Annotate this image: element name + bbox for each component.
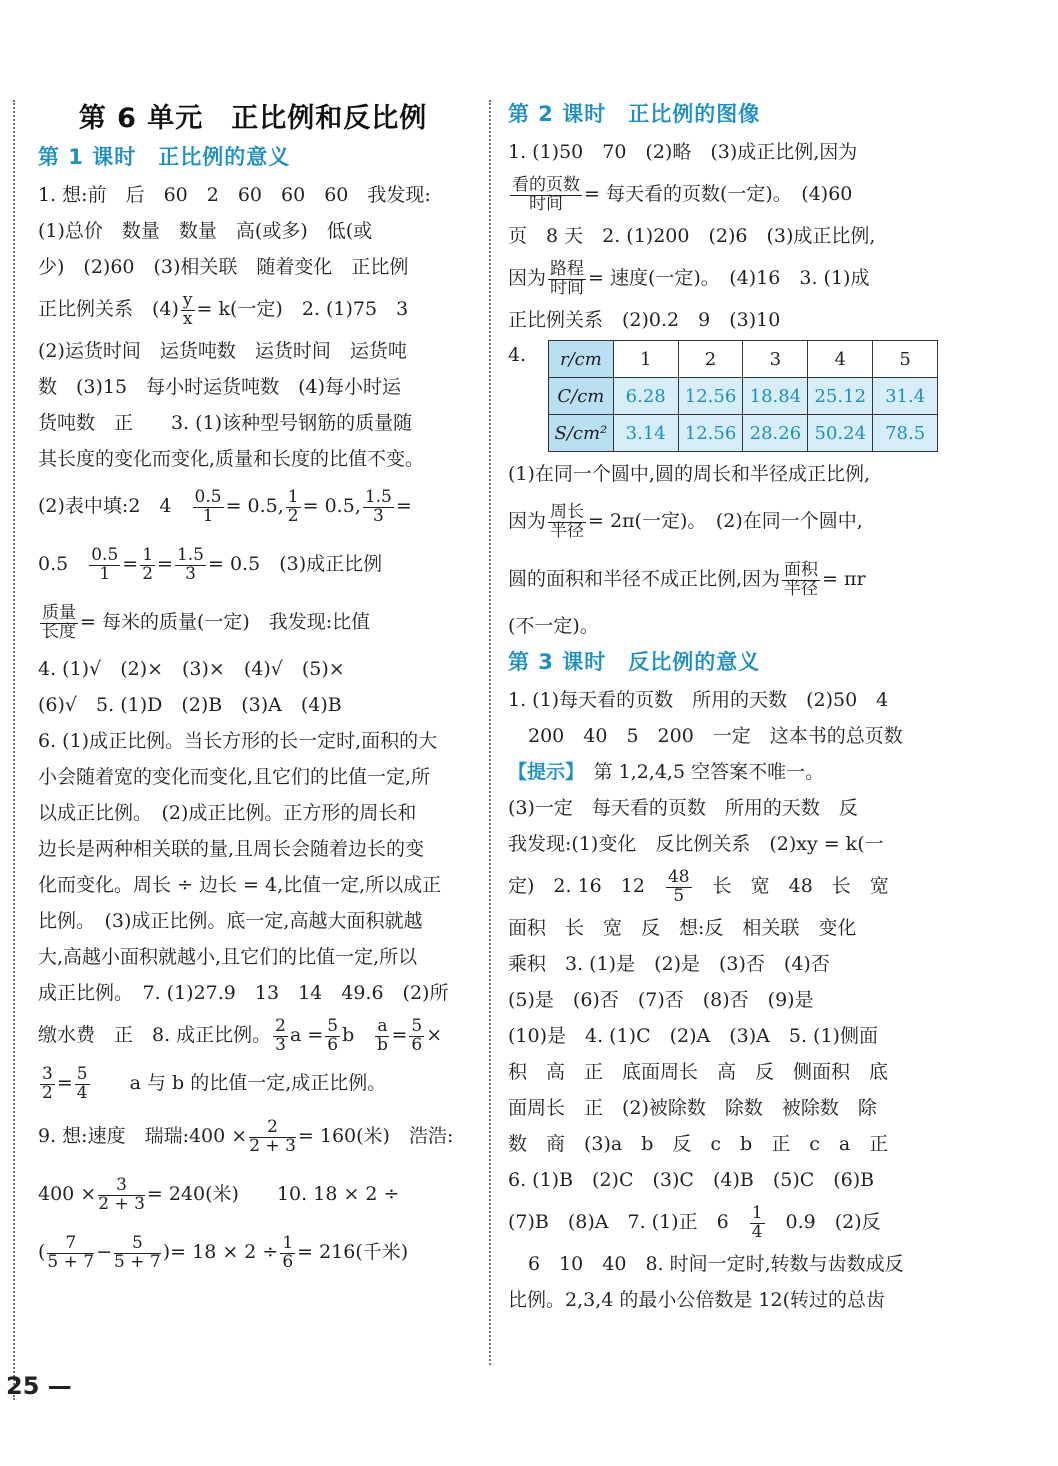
answer-line: 6. (1)成正比例。当长方形的长一定时,面积的大 [38, 730, 438, 752]
question-number: 4. [508, 344, 527, 366]
right-column [508, 96, 938, 1318]
fraction: $\frac{48}{5}$ [667, 866, 690, 906]
answer-line: 1. 想:前 后 60 2 60 60 60 我发现: [38, 184, 431, 206]
answer-line: 大,高越小面积就越小,且它们的比值一定,所以 [38, 946, 418, 968]
answer-line: 0.5 $\frac{0.5}{1}$ = $\frac{1}{2}$ = $\frac{1.5}{3}$ = 0.5 (3)成正比例 [38, 544, 383, 584]
fraction: $\frac{2}{3}$ [275, 1015, 286, 1055]
question4-table-row [508, 338, 938, 456]
table-cell: 3 [743, 341, 808, 378]
fraction: $\frac{5}{6}$ [411, 1015, 423, 1055]
answer-line: ( $\frac{7}{5 + 7}$ − $\frac{5}{5 + 7}$ )= 18 × 2 ÷ $\frac{1}{6}$ = 216(千米) [38, 1232, 409, 1272]
answer-line: 数 (3)15 每小时运货吨数 (4)每小时运 [38, 376, 402, 398]
table-row [548, 341, 937, 378]
answer-line: 4. (1)√ (2)× (3)× (4)√ (5)× [38, 658, 345, 680]
answer-line: 因为 $\frac{\text{周长}}{\text{半径}}$ = 2π(一定)。 (2)在同一个圆中, [508, 501, 863, 541]
answer-line: 少) (2)60 (3)相关联 随着变化 正比例 [38, 256, 409, 278]
fraction: $\frac{5}{6}$ [327, 1015, 339, 1055]
answer-line: (7)B (8)A 7. (1)正 6 $\frac{1}{4}$ 0.9 (2)反 [508, 1202, 881, 1242]
answer-line: 定) 2. 16 12 $\frac{48}{5}$ 长 宽 48 长 宽 [508, 866, 889, 906]
table-cell: 4 [808, 341, 873, 378]
fraction: $\frac{1}{4}$ [751, 1202, 763, 1242]
lesson3-title: 第 3 课时 反比例的意义 [508, 650, 761, 674]
answer-line: (3)一定 每天看的页数 所用的天数 反 [508, 797, 858, 819]
fraction: $\frac{3}{2 + 3}$ [98, 1174, 145, 1214]
lesson2-title: 第 2 课时 正比例的图像 [508, 102, 761, 126]
fraction: $\frac{2}{2 + 3}$ [249, 1116, 296, 1156]
answer-line: 页 8 天 2. (1)200 (2)6 (3)成正比例, [508, 225, 876, 247]
table-row [548, 415, 937, 452]
fraction: $\frac{3}{2}$ [42, 1063, 53, 1103]
answer-line: 400 × $\frac{3}{2 + 3}$ = 240(米) 10. 18 × 2 ÷ [38, 1174, 400, 1214]
page-number: 25 — [6, 1372, 72, 1400]
table-cell: 3.14 [613, 415, 678, 452]
table-cell: 78.5 [873, 415, 938, 452]
answer-line: 缴水费 正 8. 成正比例。 $\frac{2}{3}$ a = $\frac{5}{6}$ b $\frac{a}{b}$ = $\frac{5}{6}$ × [38, 1015, 443, 1055]
fraction: $\frac{1}{2}$ [287, 486, 299, 526]
answer-line: (5)是 (6)否 (7)否 (8)否 (9)是 [508, 989, 814, 1011]
table-cell: 25.12 [808, 378, 873, 415]
answer-line: 化而变化。周长 ÷ 边长 = 4,比值一定,所以成正 [38, 874, 442, 896]
answer-line: 因为 $\frac{\text{路程}}{\text{时间}}$ = 速度(一定)。 (4)16 3. (1)成 [508, 258, 870, 298]
answer-line: $\frac{3}{2}$ = $\frac{5}{4}$ a 与 b 的比值一定,成正比例。 [42, 1063, 387, 1103]
hint-row: 【提示】 第 1,2,4,5 空答案不唯一。 [508, 761, 825, 783]
answer-line: (1)在同一个圆中,圆的周长和半径成正比例, [508, 463, 870, 485]
answer-line: 1. (1)每天看的页数 所用的天数 (2)50 4 [508, 689, 889, 711]
answer-line: 我发现:(1)变化 反比例关系 (2)xy = k(一 [508, 833, 884, 855]
table-cell: 12.56 [678, 378, 743, 415]
hint-tag: 【提示】 [508, 761, 575, 783]
table-cell: r/cm [548, 341, 613, 378]
left-dotted-rule [13, 100, 15, 1400]
fraction: $\frac{5}{5 + 7}$ [114, 1232, 161, 1272]
table-cell: 18.84 [743, 378, 808, 415]
answer-line: 乘积 3. (1)是 (2)是 (3)否 (4)否 [508, 953, 830, 975]
answer-line: (不一定)。 [508, 615, 599, 637]
table-cell: 50.24 [808, 415, 873, 452]
answer-line: 其长度的变化而变化,质量和长度的比值不变。 [38, 448, 425, 470]
table-cell: 12.56 [678, 415, 743, 452]
fraction: $\frac{\text{看的页数}}{\text{时间}}$ [512, 174, 580, 214]
answer-line: $\frac{\text{看的页数}}{\text{时间}}$ = 每天看的页数(一定)。 (4)60 [512, 174, 853, 214]
answer-line: (1)总价 数量 数量 高(或多) 低(或 [38, 220, 373, 242]
table-cell: 2 [678, 341, 743, 378]
table-cell: 5 [873, 341, 938, 378]
answer-line: 正比例关系 (2)0.2 9 (3)10 [508, 309, 781, 331]
answer-line: 成正比例。 7. (1)27.9 13 14 49.6 (2)所 [38, 982, 449, 1004]
answer-line: 面周长 正 (2)被除数 除数 被除数 除 [508, 1097, 877, 1119]
answer-line: 6 10 40 8. 时间一定时,转数与齿数成反 [528, 1253, 904, 1275]
fraction: $\frac{1.5}{3}$ [364, 486, 392, 526]
fraction: $\frac{1.5}{3}$ [176, 544, 204, 584]
answer-line: 圆的面积和半径不成正比例,因为 $\frac{\text{面积}}{\text{半径}}$ = πr [508, 559, 866, 599]
fraction: $\frac{0.5}{1}$ [194, 486, 222, 526]
answer-line: 6. (1)B (2)C (3)C (4)B (5)C (6)B [508, 1169, 875, 1191]
table-cell: 6.28 [613, 378, 678, 415]
answer-line: $\frac{\text{质量}}{\text{长度}}$ = 每米的质量(一定) 我发现:比值 [42, 602, 371, 642]
fraction: $\frac{\text{面积}}{\text{半径}}$ [784, 559, 819, 599]
unit-title: 第 6 单元 正比例和反比例 [78, 103, 428, 134]
radius-table [548, 340, 938, 452]
answer-line: 面积 长 宽 反 想:反 相关联 变化 [508, 917, 857, 939]
fraction: $\frac{1}{6}$ [282, 1232, 294, 1272]
fraction: $\frac{7}{5 + 7}$ [47, 1232, 95, 1272]
answer-line: 边长是两种相关联的量,且周长会随着边长的变 [38, 838, 425, 860]
answer-line: 200 40 5 200 一定 这本书的总页数 [528, 725, 903, 747]
fraction: $\frac{a}{b}$ [376, 1015, 388, 1055]
table-cell: 28.26 [743, 415, 808, 452]
answer-line: 1. (1)50 70 (2)略 (3)成正比例,因为 [508, 141, 858, 163]
answer-line: (6)√ 5. (1)D (2)B (3)A (4)B [38, 694, 342, 716]
answer-line: (2)表中填:2 4 $\frac{0.5}{1}$ = 0.5, $\frac{1}{2}$ = 0.5, $\frac{1.5}{3}$ = [38, 486, 412, 526]
answer-line: 积 高 正 底面周长 高 反 侧面积 底 [508, 1061, 889, 1083]
answer-line: 比例。 (3)成正比例。底一定,高越大面积就越 [38, 910, 423, 932]
answer-line: 数 商 (3)a b 反 c b 正 c a 正 [508, 1133, 889, 1155]
fraction: $\frac{5}{4}$ [76, 1063, 88, 1103]
fraction: $\frac{0.5}{1}$ [91, 544, 119, 584]
answer-line: 货吨数 正 3. (1)该种型号钢筋的质量随 [38, 412, 413, 434]
answer-line: 正比例关系 (4) $\frac{y}{x}$ = k(一定) 2. (1)75 3 [38, 289, 409, 329]
table-row [548, 378, 937, 415]
answer-line: 9. 想:速度 瑞瑞:400 × $\frac{2}{2 + 3}$ = 160(米) 浩浩: [38, 1116, 454, 1156]
fraction: $\frac{\text{周长}}{\text{半径}}$ [550, 501, 585, 541]
left-column [38, 96, 468, 1281]
table-cell: S/cm² [548, 415, 613, 452]
fraction: $\frac{y}{x}$ [182, 289, 193, 329]
fraction: $\frac{1}{2}$ [142, 544, 154, 584]
table-cell: 31.4 [873, 378, 938, 415]
table-cell: 1 [613, 341, 678, 378]
fraction: $\frac{\text{路程}}{\text{时间}}$ [550, 258, 585, 298]
answer-line: (10)是 4. (1)C (2)A (3)A 5. (1)侧面 [508, 1025, 878, 1047]
answer-line: 小会随着宽的变化而变化,且它们的比值一定,所 [38, 766, 431, 788]
answer-line: (2)运货时间 运货吨数 运货时间 运货吨 [38, 340, 407, 362]
middle-dotted-rule [489, 100, 491, 1365]
fraction: $\frac{\text{质量}}{\text{长度}}$ [42, 602, 76, 642]
answer-line: 以成正比例。 (2)成正比例。正方形的周长和 [38, 802, 417, 824]
lesson1-title: 第 1 课时 正比例的意义 [38, 145, 291, 169]
table-cell: C/cm [548, 378, 613, 415]
answer-line: 比例。2,3,4 的最小公倍数是 12(转过的总齿 [508, 1289, 886, 1311]
